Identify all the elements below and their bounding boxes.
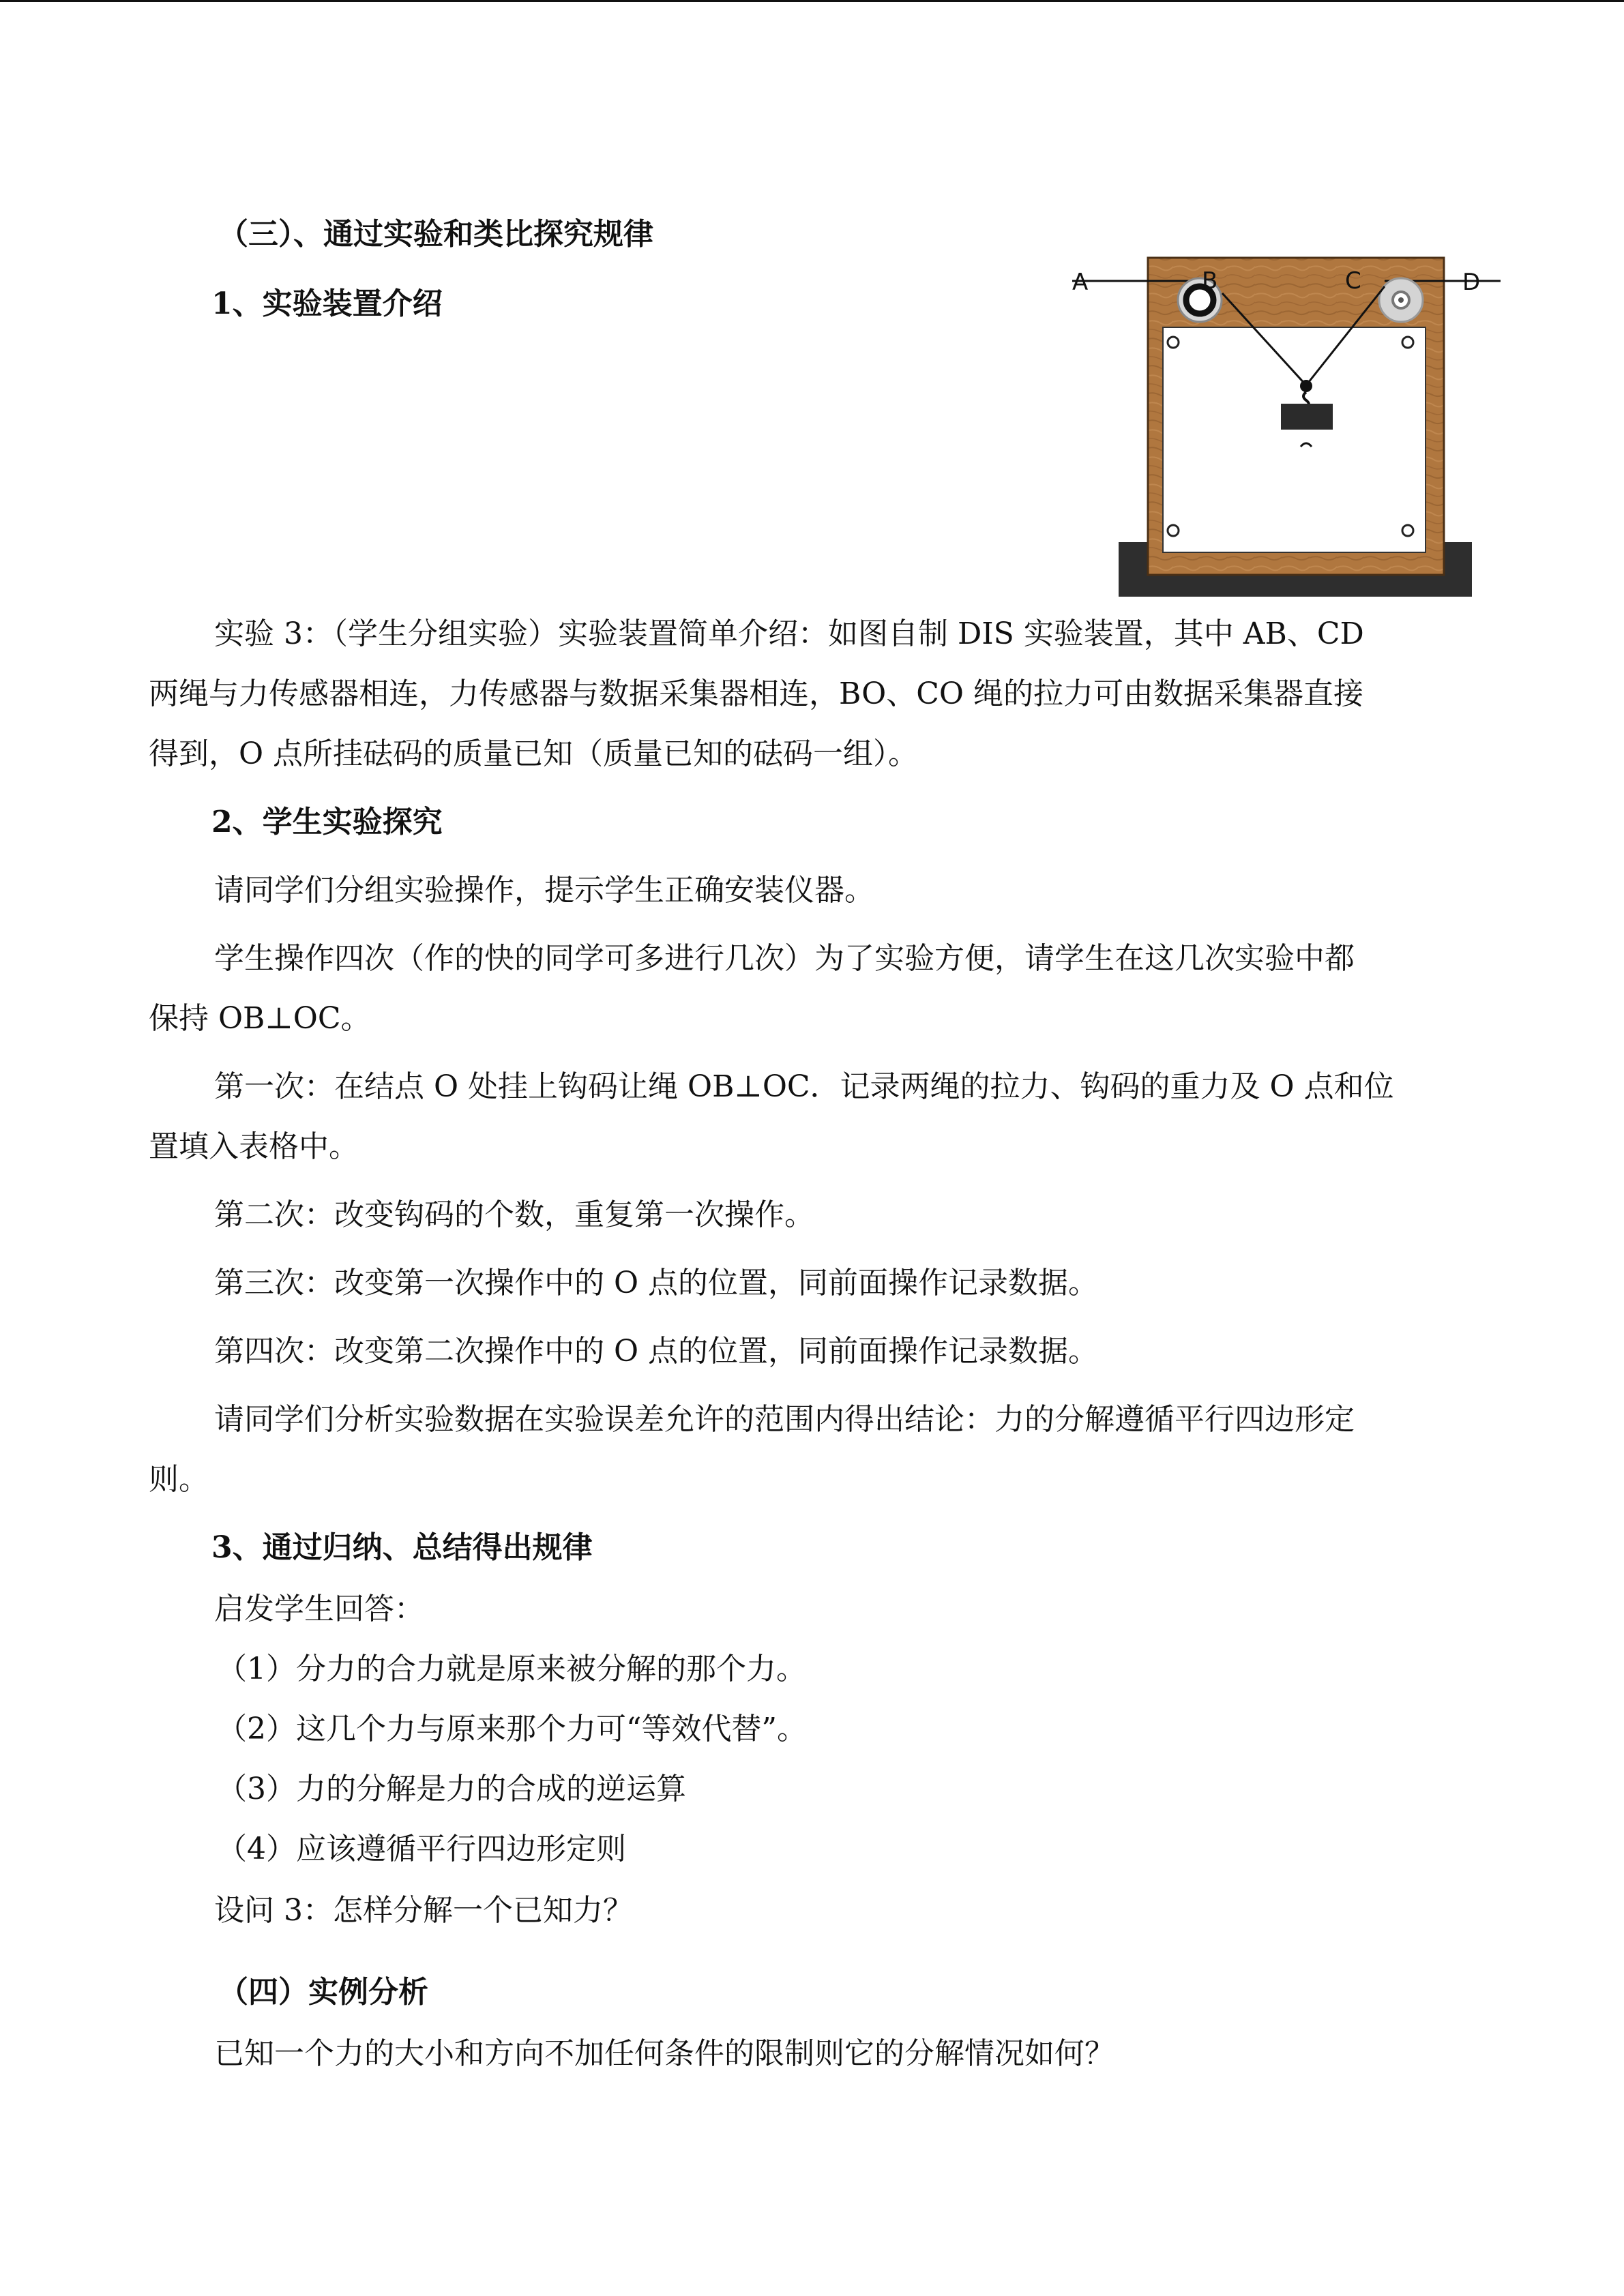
analysis-line-2: 则。 (149, 1462, 209, 1497)
answer-2: （2）这几个力与原来那个力可“等效代替”。 (217, 1712, 807, 1746)
closing-question: 已知一个力的大小和方向不加任何条件的限制则它的分解情况如何？ (214, 2036, 1114, 2071)
label-c: C (1345, 267, 1361, 295)
screw-bottom-right (1402, 525, 1413, 536)
page-top-border (0, 0, 1624, 2)
step-1-line-2: 置填入表格中。 (149, 1129, 359, 1164)
knot-o (1300, 380, 1312, 392)
step-3: 第三次：改变第一次操作中的 O 点的位置，同前面操作记录数据。 (214, 1266, 1099, 1300)
analysis-text (149, 1390, 1472, 1510)
label-d: D (1462, 269, 1481, 296)
step-1-line-1: 第一次：在结点 O 处挂上钩码让绳 OB⊥OC．记录两绳的拉力、钩码的重力及 O 点和位 (214, 1069, 1394, 1104)
operate-note-line-2: 保持 OB⊥OC。 (149, 1001, 371, 1036)
step-1 (149, 1057, 1472, 1177)
subsection-heading-3: 3、通过归纳、总结得出规律 (211, 1530, 593, 1565)
operate-note (149, 929, 1472, 1049)
question-3: 设问 3：怎样分解一个已知力？ (214, 1893, 633, 1928)
instruction-text: 请同学们分组实验操作，提示学生正确安装仪器。 (214, 873, 874, 908)
label-a: A (1072, 269, 1089, 296)
section-heading-3: （三）、通过实验和类比探究规律 (218, 217, 653, 252)
pulley-right (1379, 278, 1423, 322)
white-board (1163, 327, 1426, 552)
experiment-intro-line-2: 两绳与力传感器相连，力传感器与数据采集器相连，BO、CO 绳的拉力可由数据采集器直接 (149, 676, 1363, 711)
screw-bottom-left (1168, 525, 1179, 536)
label-b: B (1202, 267, 1218, 295)
subsection-heading-1: 1、实验装置介绍 (211, 286, 443, 321)
operate-note-line-1: 学生操作四次（作的快的同学可多进行几次）为了实验方便，请学生在这几次实验中都 (214, 941, 1355, 976)
analysis-line-1: 请同学们分析实验数据在实验误差允许的范围内得出结论：力的分解遵循平行四边形定 (214, 1402, 1355, 1437)
step-4: 第四次：改变第二次操作中的 O 点的位置，同前面操作记录数据。 (214, 1334, 1099, 1369)
apparatus-figure (1064, 252, 1501, 600)
step-2: 第二次：改变钩码的个数，重复第一次操作。 (214, 1197, 814, 1232)
experiment-intro (149, 604, 1472, 784)
answer-3: （3）力的分解是力的合成的逆运算 (217, 1772, 686, 1806)
answer-1: （1）分力的合力就是原来被分解的那个力。 (217, 1652, 806, 1686)
screw-top-left (1168, 337, 1179, 348)
answer-4: （4）应该遵循平行四边形定则 (217, 1832, 626, 1866)
weight-block (1281, 404, 1333, 430)
prompt-text: 启发学生回答： (214, 1592, 424, 1626)
screw-top-right (1402, 337, 1413, 348)
experiment-intro-line-3: 得到，O 点所挂砝码的质量已知（质量已知的砝码一组）。 (149, 736, 919, 771)
subsection-heading-2: 2、学生实验探究 (211, 805, 443, 839)
experiment-intro-line-1: 实验 3：（学生分组实验）实验装置简单介绍：如图自制 DIS 实验装置，其中 AB、CD (214, 616, 1364, 651)
section-heading-4: （四）实例分析 (218, 1975, 428, 2010)
